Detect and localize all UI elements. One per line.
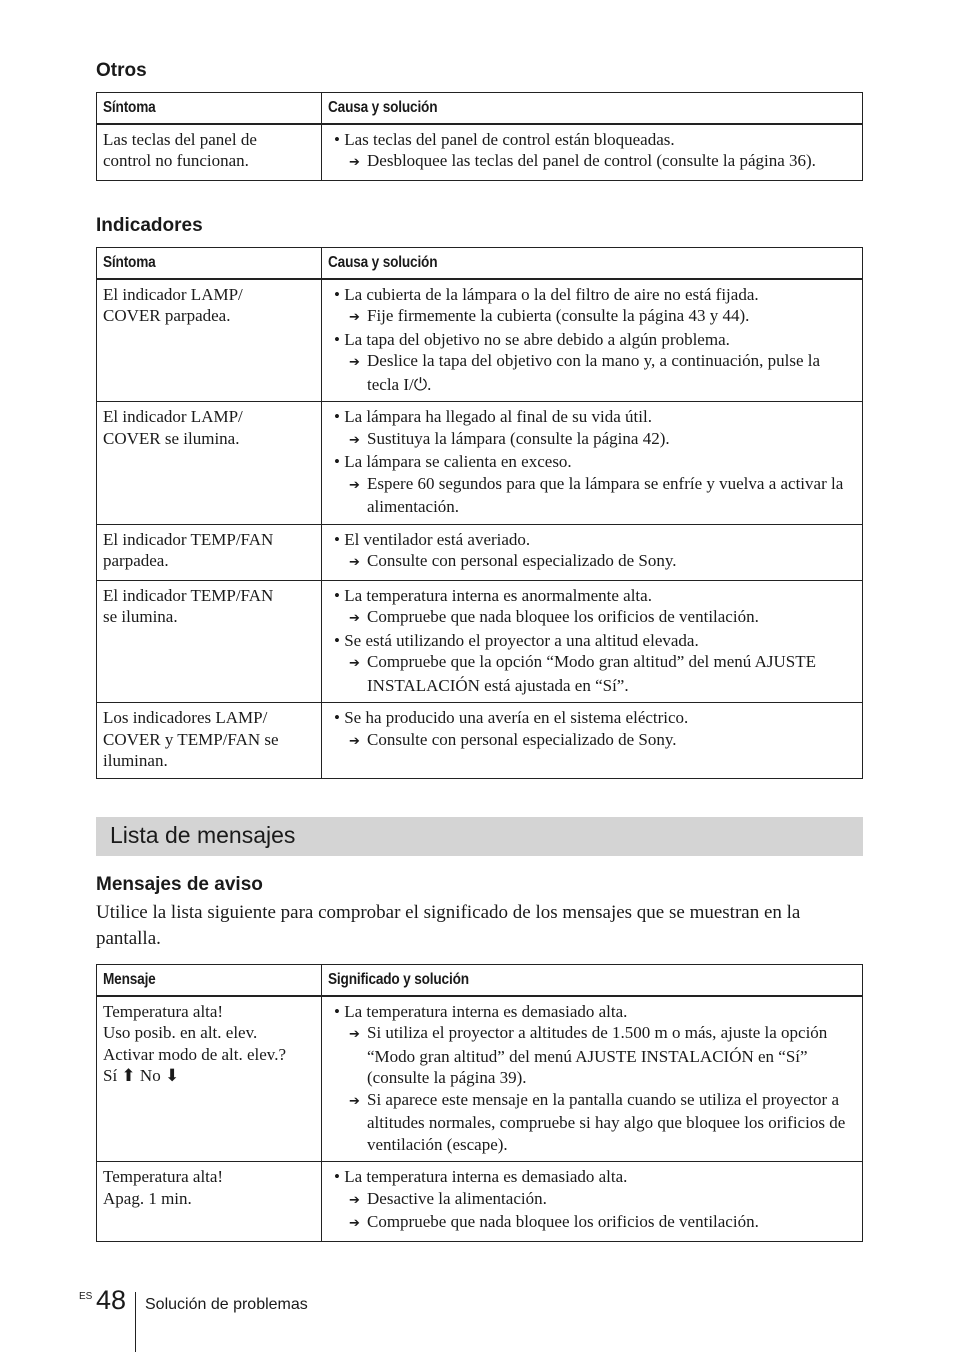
symptom-line: El indicador TEMP/FAN [103, 529, 274, 549]
bullet-icon: • [334, 329, 345, 349]
arrow-right-icon: ➔ [349, 355, 360, 370]
solution-step [328, 729, 856, 753]
table-row [97, 580, 863, 703]
otros-heading: Otros [96, 60, 147, 81]
solution-step [328, 1089, 856, 1156]
item-text: Consulte con personal especializado de Sony. [367, 729, 677, 749]
cause-cell [322, 124, 863, 181]
footer-language: ES [79, 1291, 93, 1302]
symptom-line: Temperatura alta! [103, 1001, 224, 1021]
item-text: La cubierta de la lámpara o la del filtro de aire no está fijada. [344, 284, 759, 304]
table-row [97, 1162, 863, 1242]
arrow-right-icon: ➔ [349, 1093, 360, 1109]
cause-bullet [328, 1001, 856, 1023]
item-text: La lámpara ha llegado al final de su vida útil. [344, 407, 652, 426]
arrow-right-icon: ➔ [349, 611, 360, 626]
symptom-line: Las teclas del panel de [103, 129, 257, 149]
otros-table [96, 92, 863, 181]
symptom-cell [97, 1162, 322, 1242]
symptom-cell [97, 996, 322, 1162]
cause-cell [322, 580, 863, 703]
symptom-line: El indicador TEMP/FAN [103, 585, 274, 605]
arrow-right-icon: ➔ [349, 310, 360, 325]
solution-step [328, 550, 856, 574]
cause-bullet [328, 1166, 856, 1188]
cause-cell [322, 279, 863, 402]
symptom-line: se ilumina. [103, 607, 178, 626]
symptom-line: Sí ⬆ No ⬇ [103, 1066, 180, 1085]
item-text: Compruebe que nada bloquee los orificios de ventilación. [367, 607, 759, 626]
table-row [97, 996, 863, 1162]
cause-cell [322, 524, 863, 580]
item-text: Espere 60 segundos para que la lámpara se enfríe y vuelva a activar la alimentación. [367, 473, 844, 516]
symptom-line: iluminan. [103, 751, 168, 770]
arrow-right-icon: ➔ [349, 656, 360, 671]
symptom-cell [97, 703, 322, 779]
symptom-line: COVER parpadea. [103, 306, 231, 325]
indicadores-heading: Indicadores [96, 215, 203, 236]
symptom-line: parpadea. [103, 551, 169, 570]
table-row [97, 703, 863, 779]
symptom-cell [97, 524, 322, 580]
column-header-symptom: Síntoma [97, 248, 322, 279]
bullet-icon: • [334, 585, 345, 605]
solution-step [328, 150, 856, 174]
bullet-icon: • [334, 284, 345, 304]
arrow-right-icon: ➔ [349, 555, 360, 570]
symptom-cell [97, 402, 322, 525]
solution-step [328, 651, 856, 696]
solution-step [328, 1188, 856, 1212]
cause-bullet [328, 284, 856, 306]
symptom-cell [97, 580, 322, 703]
solution-step [328, 606, 856, 630]
symptom-line: Temperatura alta! [103, 1167, 224, 1186]
symptom-line: El indicador LAMP/ [103, 284, 243, 304]
item-text: Si utiliza el proyector a altitudes de 1.500 m o más, ajuste la opción “Modo gran altitud” del menú AJUSTE INSTALACIÓN en “Sí” (consulte la página 39). [367, 1023, 828, 1087]
item-text: Se está utilizando el proyector a una altitud elevada. [344, 630, 699, 650]
symptom-line: El indicador LAMP/ [103, 407, 243, 426]
bullet-icon: • [334, 529, 345, 549]
arrow-right-icon: ➔ [349, 733, 360, 749]
bullet-icon: • [334, 129, 345, 149]
item-text: Se ha producido una avería en el sistema eléctrico. [344, 708, 689, 727]
cause-bullet [328, 585, 856, 607]
cause-cell [322, 402, 863, 525]
bullet-icon: • [334, 630, 345, 650]
symptom-line: Los indicadores LAMP/ [103, 708, 268, 727]
section-title: Lista de mensajes [110, 822, 296, 848]
cause-bullet [328, 451, 856, 473]
item-text: Deslice la tapa del objetivo con la mano y, a continuación, pulse la tecla I/⏻. [367, 351, 821, 394]
solution-step [328, 428, 856, 452]
symptom-line: Uso posib. en alt. elev. [103, 1023, 258, 1042]
item-text: Si aparece este mensaje en la pantalla cuando se utiliza el proyector a altitudes normales, compruebe si hay algo que bloquee los orificios de ventilación (escape). [367, 1089, 846, 1154]
cause-bullet [328, 406, 856, 428]
cause-cell [322, 996, 863, 1162]
item-text: La temperatura interna es demasiado alta. [344, 1001, 628, 1021]
bullet-icon: • [334, 407, 345, 426]
cause-bullet [328, 529, 856, 551]
item-text: Compruebe que la opción “Modo gran altitud” del menú AJUSTE INSTALACIÓN está ajustada en “Sí”. [367, 652, 816, 695]
footer-divider [135, 1292, 136, 1352]
bullet-icon: • [334, 708, 345, 727]
solution-step [328, 1211, 856, 1235]
item-text: Las teclas del panel de control están bloqueadas. [344, 129, 675, 149]
table-row [97, 279, 863, 402]
mensajes-table [96, 964, 863, 1242]
item-text: Consulte con personal especializado de Sony. [367, 551, 677, 570]
item-text: Compruebe que nada bloquee los orificios de ventilación. [367, 1212, 759, 1231]
item-text: La tapa del objetivo no se abre debido a algún problema. [344, 329, 730, 349]
arrow-right-icon: ➔ [349, 477, 360, 493]
column-header-message: Mensaje [97, 965, 322, 996]
item-text: La temperatura interna es anormalmente alta. [344, 585, 652, 605]
item-text: Desactive la alimentación. [367, 1188, 547, 1208]
symptom-cell [97, 124, 322, 181]
cause-bullet [328, 630, 856, 652]
footer-section-title: Solución de problemas [145, 1296, 308, 1313]
symptom-line: Apag. 1 min. [103, 1188, 192, 1208]
arrow-right-icon: ➔ [349, 1027, 360, 1042]
item-text: Fije firmemente la cubierta (consulte la página 43 y 44). [367, 306, 750, 325]
solution-step [328, 305, 856, 329]
cause-bullet [328, 129, 856, 151]
symptom-line: COVER y TEMP/FAN se [103, 729, 279, 749]
section-header-bar [96, 817, 863, 856]
arrow-right-icon: ➔ [349, 1192, 360, 1208]
subheading: Mensajes de aviso [96, 874, 263, 895]
solution-step [328, 350, 856, 395]
table-row [97, 124, 863, 181]
page-number: 48 [96, 1285, 127, 1315]
symptom-line: Activar modo de alt. elev.? [103, 1044, 286, 1064]
solution-step [328, 473, 856, 518]
solution-step [328, 1022, 856, 1089]
cause-bullet [328, 329, 856, 351]
item-text: La temperatura interna es demasiado alta. [344, 1167, 628, 1186]
symptom-line: COVER se ilumina. [103, 428, 240, 448]
cause-bullet [328, 707, 856, 729]
column-header-cause: Causa y solución [322, 248, 863, 279]
arrow-right-icon: ➔ [349, 1216, 360, 1231]
column-header-symptom: Síntoma [97, 93, 322, 124]
cause-cell [322, 1162, 863, 1242]
item-text: El ventilador está averiado. [344, 529, 531, 549]
cause-cell [322, 703, 863, 779]
item-text: La lámpara se calienta en exceso. [344, 452, 572, 471]
column-header-cause: Causa y solución [322, 93, 863, 124]
arrow-right-icon: ➔ [349, 155, 360, 170]
column-header-meaning: Significado y solución [322, 965, 863, 996]
symptom-cell [97, 279, 322, 402]
symptom-line: control no funcionan. [103, 151, 249, 170]
indicadores-table [96, 247, 863, 779]
intro-paragraph: Utilice la lista siguiente para comprobar el significado de los mensajes que se muestran en la pantalla. [96, 902, 801, 949]
bullet-icon: • [334, 1001, 345, 1021]
item-text: Desbloquee las teclas del panel de control (consulte la página 36). [367, 151, 816, 170]
table-row [97, 402, 863, 525]
item-text: Sustituya la lámpara (consulte la página 42). [367, 428, 670, 448]
bullet-icon: • [334, 452, 345, 471]
table-row [97, 524, 863, 580]
bullet-icon: • [334, 1167, 345, 1186]
arrow-right-icon: ➔ [349, 432, 360, 448]
